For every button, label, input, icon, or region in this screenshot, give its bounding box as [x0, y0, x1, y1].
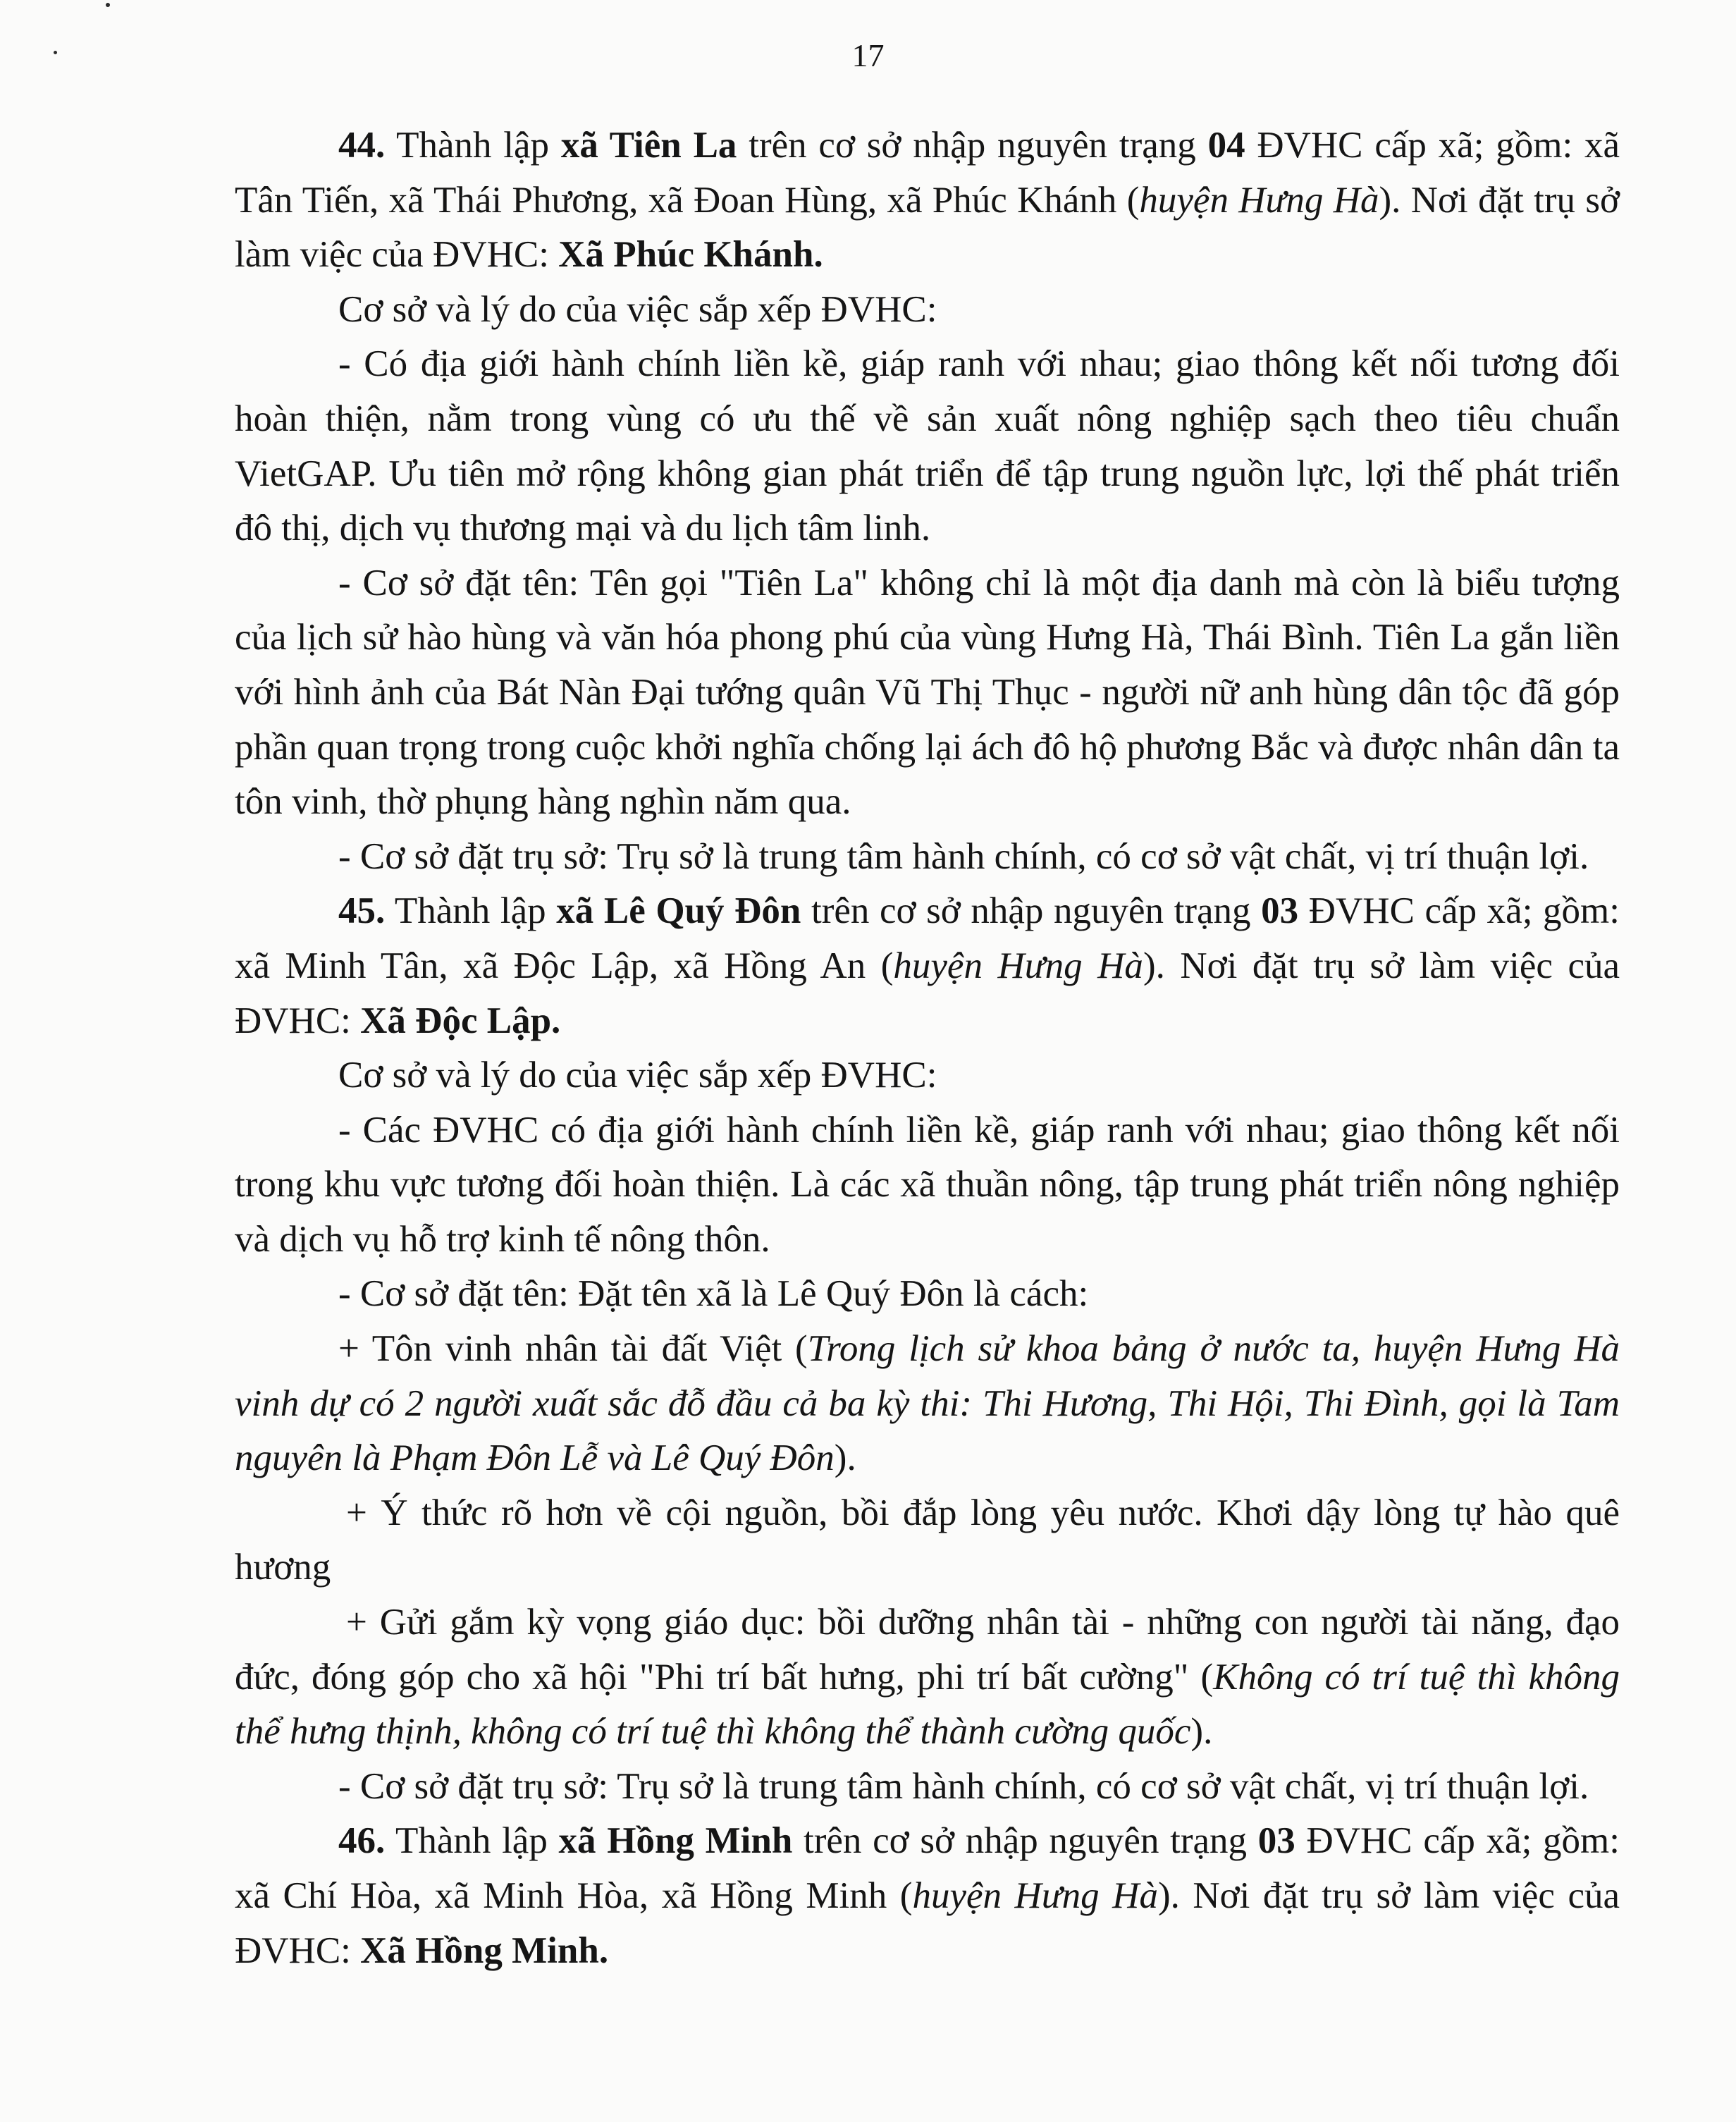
bullet-education: + Gửi gắm kỳ vọng giáo dục: bồi dưỡng nhân tài - những con người tài năng, đạo đức, đóng góp cho xã hội "Phi trí bất hưng, phi trí bất cường" (Không có trí tuệ thì không thể hưng thịnh, không có trí tuệ thì không thể thành cường quốc).: [235, 1602, 1620, 1753]
district-name: huyện Hưng Hà: [1139, 179, 1379, 221]
naming-paragraph: - Cơ sở đặt tên: Đặt tên xã là Lê Quý Đôn là cách:: [338, 1273, 1089, 1315]
commune-name: xã Tiên La: [560, 125, 737, 166]
reason-paragraph: - Có địa giới hành chính liền kề, giáp ranh với nhau; giao thông kết nối tương đối hoàn thiện, nằm trong vùng có ưu thế về sản xuất nông nghiệp sạch theo tiêu chuẩn VietGAP. Ưu tiên mở rộng không gian phát triển để tập trung nguồn lực, lợi thế phát triển đô thị, dịch vụ thương mại và du lịch tâm linh.: [235, 343, 1620, 549]
scan-speck: [106, 3, 110, 7]
bullet-honor-talent: + Tôn vinh nhân tài đất Việt (Trong lịch sử khoa bảng ở nước ta, huyện Hưng Hà vinh dự có 2 người xuất sắc đỗ đầu cả ba kỳ thi: Thi Hương, Thi Hội, Thi Đình, gọi là Tam nguyên là Phạm Đôn Lễ và Lê Quý Đôn).: [235, 1328, 1620, 1479]
district-name: huyện Hưng Hà: [912, 1875, 1158, 1916]
bullet-origins: + Ý thức rõ hơn về cội nguồn, bồi đắp lòng yêu nước. Khơi dậy lòng tự hào quê hương: [235, 1492, 1620, 1588]
office-seat: Xã Phúc Khánh.: [558, 234, 823, 276]
section-45-intro: 45. Thành lập xã Lê Quý Đôn trên cơ sở nhập nguyên trạng 03 ĐVHC cấp xã; gồm: xã Minh Tân, xã Độc Lập, xã Hồng An (huyện Hưng Hà). Nơi đặt trụ sở làm việc của ĐVHC: Xã Độc Lập.: [235, 890, 1620, 1041]
office-seat: Xã Hồng Minh.: [360, 1930, 609, 1971]
unit-count: 03: [1261, 890, 1299, 932]
document-body: [235, 118, 1620, 1978]
section-number: 46.: [338, 1820, 386, 1862]
naming-paragraph: - Cơ sở đặt tên: Tên gọi "Tiên La" không chỉ là một địa danh mà còn là biểu tượng của lịch sử hào hùng và văn hóa phong phú của vùng Hưng Hà, Thái Bình. Tiên La gắn liền với hình ảnh của Bát Nàn Đại tướng quân Vũ Thị Thục - người nữ anh hùng dân tộc đã góp phần quan trọng trong cuộc khởi nghĩa chống lại ách đô hộ phương Bắc và được nhân dân ta tôn vinh, thờ phụng hàng nghìn năm qua.: [235, 562, 1620, 823]
italic-note: Không có trí tuệ thì không thể hưng thịnh, không có trí tuệ thì không thể thành cường quốc: [235, 1656, 1620, 1753]
section-number: 45.: [338, 890, 386, 932]
commune-name: xã Hồng Minh: [558, 1820, 793, 1862]
commune-name: xã Lê Quý Đôn: [556, 890, 801, 932]
unit-count: 03: [1257, 1820, 1295, 1862]
district-name: huyện Hưng Hà: [893, 945, 1143, 986]
basis-heading: Cơ sở và lý do của việc sắp xếp ĐVHC:: [338, 288, 937, 330]
office-seat: Xã Độc Lập.: [360, 1000, 561, 1041]
office-paragraph: - Cơ sở đặt trụ sở: Trụ sở là trung tâm hành chính, có cơ sở vật chất, vị trí thuận lợi.: [338, 1765, 1589, 1807]
unit-count: 04: [1207, 125, 1245, 166]
section-46-intro: 46. Thành lập xã Hồng Minh trên cơ sở nhập nguyên trạng 03 ĐVHC cấp xã; gồm: xã Chí Hòa, xã Minh Hòa, xã Hồng Minh (huyện Hưng Hà). Nơi đặt trụ sở làm việc của ĐVHC: Xã Hồng Minh.: [235, 1820, 1620, 1971]
office-paragraph: - Cơ sở đặt trụ sở: Trụ sở là trung tâm hành chính, có cơ sở vật chất, vị trí thuận lợi.: [338, 835, 1589, 877]
section-44-intro: 44. Thành lập xã Tiên La trên cơ sở nhập nguyên trạng 04 ĐVHC cấp xã; gồm: xã Tân Tiến, xã Thái Phương, xã Đoan Hùng, xã Phúc Khánh (huyện Hưng Hà). Nơi đặt trụ sở làm việc của ĐVHC: Xã Phúc Khánh.: [235, 125, 1620, 276]
page-number: 17: [851, 37, 885, 73]
basis-heading: Cơ sở và lý do của việc sắp xếp ĐVHC:: [338, 1055, 937, 1096]
reason-paragraph: - Các ĐVHC có địa giới hành chính liền kề, giáp ranh với nhau; giao thông kết nối trong khu vực tương đối hoàn thiện. Là các xã thuần nông, tập trung phát triển nông nghiệp và dịch vụ hỗ trợ kinh tế nông thôn.: [235, 1109, 1620, 1260]
section-number: 44.: [338, 125, 386, 166]
italic-note: Trong lịch sử khoa bảng ở nước ta, huyện Hưng Hà vinh dự có 2 người xuất sắc đỗ đầu cả ba kỳ thi: Thi Hương, Thi Hội, Thi Đình, gọi là Tam nguyên là Phạm Đôn Lễ và Lê Quý Đôn: [235, 1328, 1620, 1479]
